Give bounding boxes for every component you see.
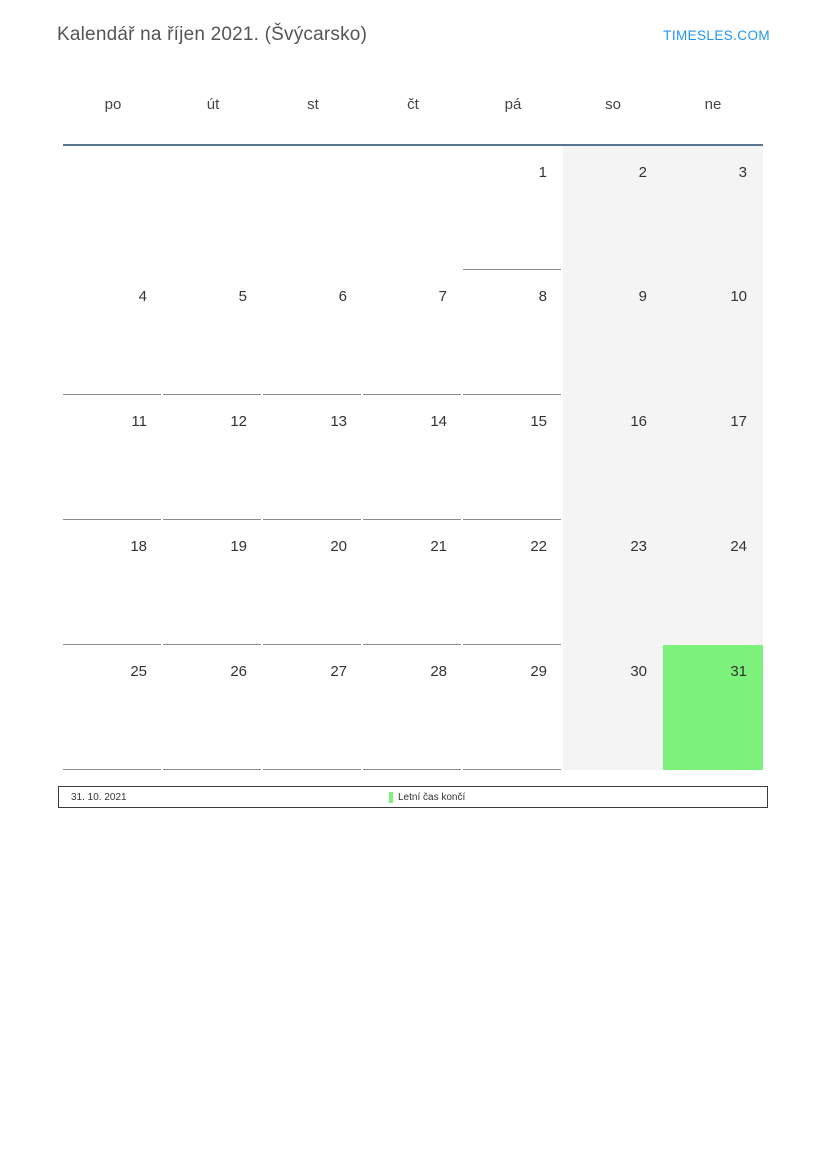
- day-cell[interactable]: 13: [263, 395, 363, 520]
- day-cell: [63, 145, 163, 270]
- day-cell[interactable]: 5: [163, 270, 263, 395]
- calendar-grid: [63, 82, 763, 770]
- weekday-header-st: st: [307, 95, 319, 113]
- day-cell[interactable]: 14: [363, 395, 463, 520]
- weekday-header-ne: ne: [704, 95, 722, 113]
- page-title: Kalendář na říjen 2021. (Švýcarsko): [57, 24, 368, 45]
- day-cell[interactable]: 24: [663, 520, 763, 645]
- day-cell[interactable]: 28: [363, 645, 463, 770]
- day-cell[interactable]: 4: [63, 270, 163, 395]
- calendar-body: [63, 145, 763, 770]
- day-cell[interactable]: 6: [263, 270, 363, 395]
- day-cell[interactable]: 26: [163, 645, 263, 770]
- day-cell[interactable]: 30: [563, 645, 663, 770]
- calendar-week-row: [63, 145, 763, 270]
- calendar-week-row: [63, 270, 763, 395]
- weekday-header-po: po: [104, 95, 122, 113]
- day-cell: [263, 145, 363, 270]
- day-cell[interactable]: 8: [463, 270, 563, 395]
- day-cell: [163, 145, 263, 270]
- day-cell[interactable]: 22: [463, 520, 563, 645]
- day-cell[interactable]: 15: [463, 395, 563, 520]
- day-cell-highlighted[interactable]: 31: [663, 645, 763, 770]
- day-cell[interactable]: 21: [363, 520, 463, 645]
- page-header: [0, 18, 827, 52]
- calendar-week-row: [63, 395, 763, 520]
- day-cell[interactable]: 23: [563, 520, 663, 645]
- calendar-week-row: [63, 645, 763, 770]
- legend-bar: [58, 786, 768, 808]
- weekday-header-ct: čt: [407, 95, 419, 113]
- day-cell[interactable]: 1: [463, 145, 563, 270]
- day-cell: [363, 145, 463, 270]
- day-cell[interactable]: 18: [63, 520, 163, 645]
- calendar-week-row: [63, 520, 763, 645]
- day-cell[interactable]: 17: [663, 395, 763, 520]
- day-cell[interactable]: 2: [563, 145, 663, 270]
- day-cell[interactable]: 25: [63, 645, 163, 770]
- legend-entry-label: Letní čas končí: [398, 791, 466, 803]
- day-cell[interactable]: 29: [463, 645, 563, 770]
- day-cell[interactable]: 20: [263, 520, 363, 645]
- weekday-header-pa: pá: [504, 95, 522, 113]
- day-cell[interactable]: 3: [663, 145, 763, 270]
- weekday-header-ut: út: [206, 95, 220, 113]
- legend-entry: [389, 792, 465, 803]
- day-cell[interactable]: 12: [163, 395, 263, 520]
- brand-link[interactable]: TIMESLES.COM: [663, 27, 770, 43]
- day-cell[interactable]: 16: [563, 395, 663, 520]
- day-cell[interactable]: 9: [563, 270, 663, 395]
- calendar-header-row: [63, 82, 763, 145]
- day-cell[interactable]: 27: [263, 645, 363, 770]
- weekday-header-so: so: [605, 95, 621, 113]
- legend-date: 31. 10. 2021: [71, 791, 127, 803]
- day-cell[interactable]: 19: [163, 520, 263, 645]
- day-cell[interactable]: 11: [63, 395, 163, 520]
- legend-color-swatch-icon: [389, 792, 393, 803]
- calendar-table: [63, 82, 763, 770]
- day-cell[interactable]: 7: [363, 270, 463, 395]
- day-cell[interactable]: 10: [663, 270, 763, 395]
